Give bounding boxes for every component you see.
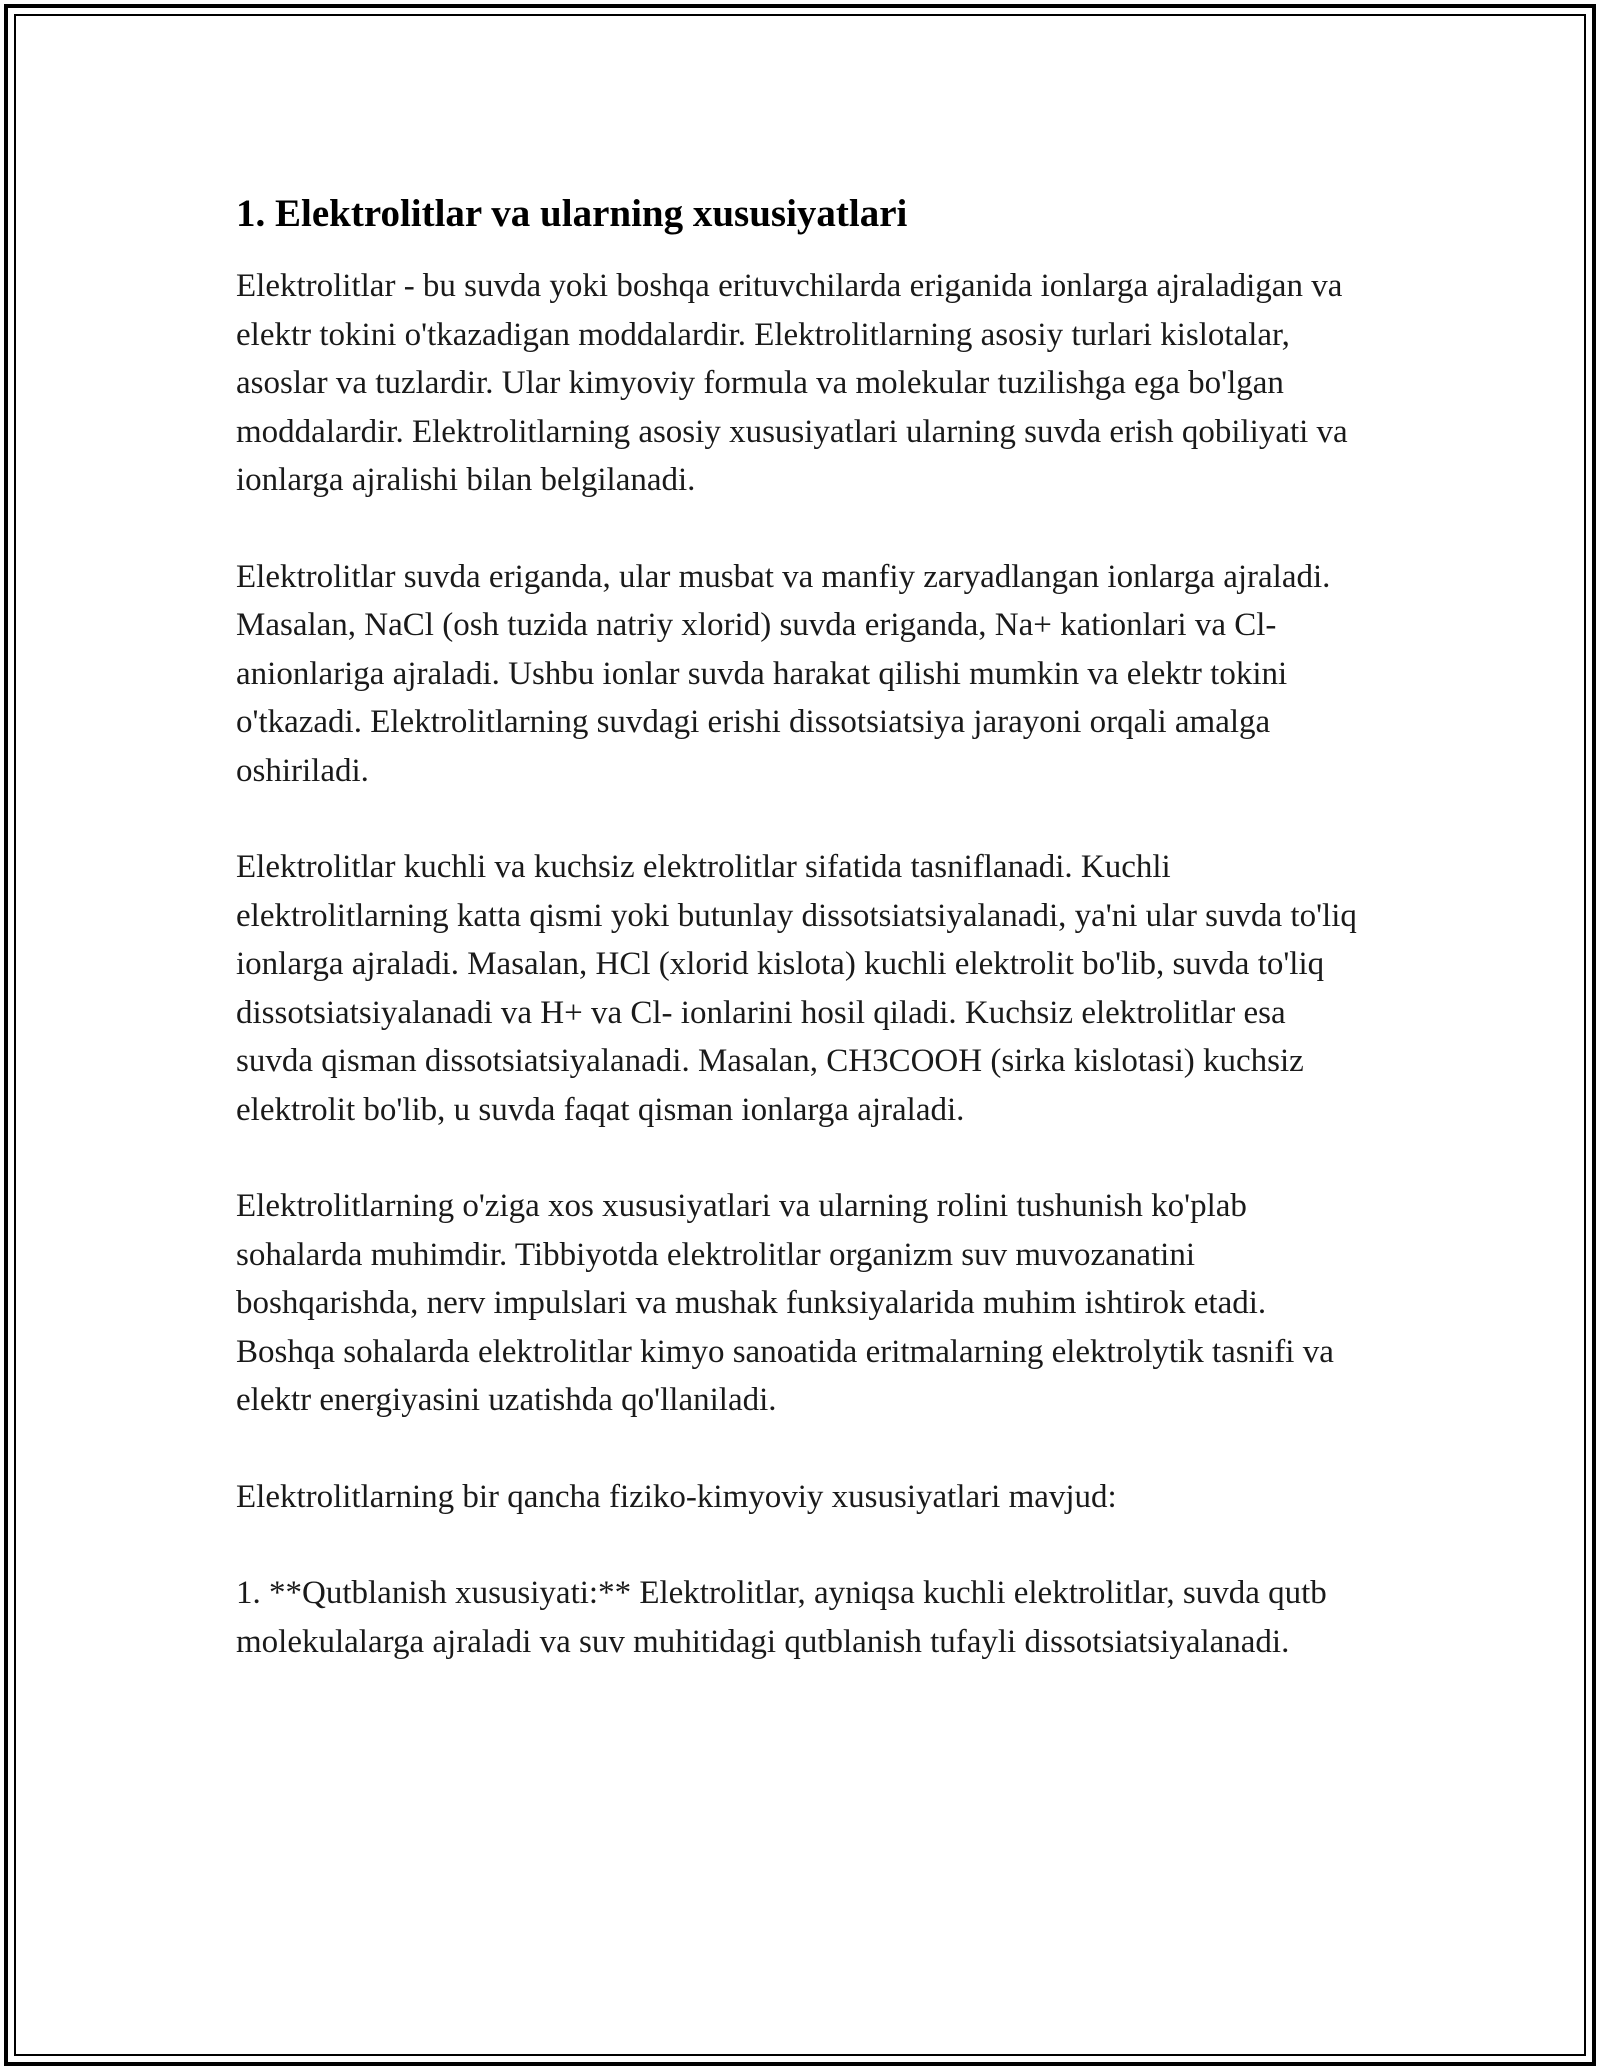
paragraph-polarization: 1. **Qutblanish xususiyati:** Elektrolitlar, ayniqsa kuchli elektrolitlar, suvda qutb molekulalarga ajraladi va suv muhitidagi qutblanish tufayli dissotsiatsiyalanadi. xyxy=(236,1575,1327,1660)
paragraph-applications: Elektrolitlarning o'ziga xos xususiyatlari va ularning rolini tushunish ko'plab sohalarda muhimdir. Tibbiyotda elektrolitlar organizm suv muvozanatini boshqarishda, nerv impulslari va mushak funksiyalarida muhim ishtirok etadi. Boshqa sohalarda elektrolitlar kimyo sanoatida eritmalarning elektrolytik tasnifi va elektr energiyasini uzatishda qo'llaniladi. xyxy=(236,1188,1334,1418)
paragraph-dissociation: Elektrolitlar suvda eriganda, ular musbat va manfiy zaryadlangan ionlarga ajraladi. Masalan, NaCl (osh tuzida natriy xlorid) suvda eriganda, Na+ kationlari va Cl- anionlariga ajraladi. Ushbu ionlar suvda harakat qilishi mumkin va elektr tokini o'tkazadi. Elektrolitlarning suvdagi erishi dissotsiatsiya jarayoni orqali amalga oshiriladi. xyxy=(236,558,1331,789)
document-body xyxy=(236,186,1366,1666)
paragraph-strong-weak: Elektrolitlar kuchli va kuchsiz elektrolitlar sifatida tasniflanadi. Kuchli elektrolitlarning katta qismi yoki butunlay dissotsiatsiyalanadi, ya'ni ular suvda to'liq ionlarga ajraladi. Masalan, HCl (xlorid kislota) kuchli elektrolit bo'lib, suvda to'liq dissotsiatsiyalanadi va H+ va Cl- ionlarini hosil qiladi. Kuchsiz elektrolitlar esa suvda qisman dissotsiatsiyalanadi. Masalan, CH3COOH (sirka kislotasi) kuchsiz elektrolit bo'lib, u suvda faqat qisman ionlarga ajraladi. xyxy=(236,849,1357,1128)
paragraph-definition: Elektrolitlar - bu suvda yoki boshqa erituvchilarda eriganida ionlarga ajraladigan va elektr tokini o'tkazadigan moddalardir. Elektrolitlarning asosiy turlari kislotalar, asoslar va tuzlardir. Ular kimyoviy formula va molekular tuzilishga ega bo'lgan moddalardir. Elektrolitlarning asosiy xususiyatlari ularning suvda erish qobiliyati va ionlarga ajralishi bilan belgilanadi. xyxy=(236,268,1348,498)
document-title: 1. Elektrolitlar va ularning xususiyatlari xyxy=(236,192,908,235)
paragraph-properties-intro: Elektrolitlarning bir qancha fiziko-kimyoviy xususiyatlari mavjud: xyxy=(236,1478,1117,1515)
